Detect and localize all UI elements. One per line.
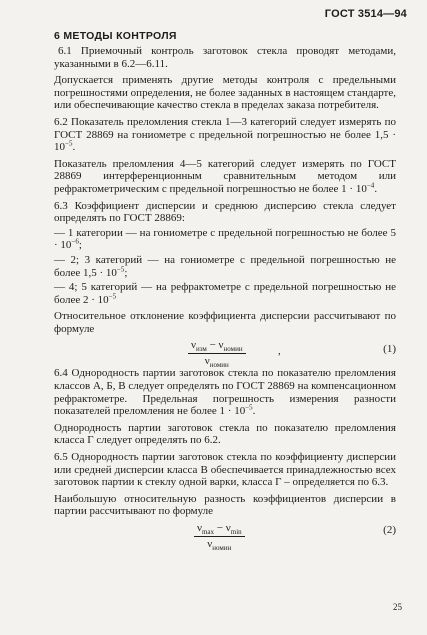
paragraph-6-5: 6.5 Однородность партии заготовок стекла по коэффициенту дисперсии или средней дисперсии класса В обеспечивается принадлежностью всех заготовок партии к стеклу одной варки, класса Г – определяется по 6.3. (54, 451, 396, 489)
list-item-category-4-5: — 4; 5 категорий — на рефрактометре с предельной погрешностью не более $2 \cdot 10^{-5}$ (54, 281, 396, 306)
formula-2-numerator: $\nu_{max} - \nu_{min}$ (194, 522, 245, 537)
section-title: 6 МЕТОДЫ КОНТРОЛЯ (54, 30, 177, 42)
formula-2-denominator: $\nu_{номин}$ (207, 537, 232, 552)
formula-1-numerator: $\nu_{изм} - \nu_{номин}$ (188, 339, 246, 354)
formula-1 (54, 335, 396, 370)
paragraph-6-2: 6.2 Показатель преломления стекла 1—3 категорий следует измерять по ГОСТ 28869 на гониометре с предельной погрешностью не более $1,5 \cdot 10^{-5}$. (54, 115, 396, 154)
page-number: 25 (393, 602, 402, 612)
paragraph-6-1-note: Допускается применять другие методы контроля с предельными погрешностями определения, не более заданных в настоящем стандарте, или обеспечивающие качество стекла в пределах заказа потребителя. (54, 74, 396, 112)
formula-1-denominator: $\nu_{номин}$ (204, 355, 229, 370)
document-body (54, 45, 396, 552)
formula-1-number: (1) (383, 343, 396, 356)
paragraph-6-5-formula-intro: Наибольшую относительную разность коэффициентов дисперсии в партии рассчитывают по формуле (54, 492, 396, 518)
paragraph-6-3: 6.3 Коэффициент дисперсии и среднюю дисперсию стекла следует определять по ГОСТ 28869: (54, 199, 396, 225)
paragraph-6-3-formula-intro: Относительное отклонение коэффициента дисперсии рассчитывают по формуле (54, 310, 396, 335)
formula-1-comma: , (278, 345, 281, 358)
paragraph-6-2-second: Показатель преломления 4—5 категорий следует измерять по ГОСТ 28869 интерференционным сравнительным методом или рефрактометрическим с предельной погрешностью не более $1 \cdot 10^{-4}$. (54, 157, 396, 195)
paragraph-6-1: 6.1 Приемочный контроль заготовок стекла проводят методами, указанными в 6.2—6.11. (54, 45, 396, 70)
formula-2-fraction (194, 522, 245, 550)
list-item-category-2-3: — 2; 3 категорий — на гониометре с предельной погрешностью не более $1,5 \cdot 10^{-5}$; (54, 253, 396, 279)
formula-2-number: (2) (383, 524, 396, 536)
formula-1-fraction (188, 339, 246, 370)
paragraph-6-4: 6.4 Однородность партии заготовок стекла по показателю преломления классов А, Б, В следует определять по ГОСТ 28869 на компенсационном рефрактометре. Предельная погрешность измерения разности показателей преломления не более $1 \cdot 10^{-5}$. (54, 367, 396, 418)
list-item-category-1: — 1 категории — на гониометре с предельной погрешностью не более $5 \cdot 10^{-6}$; (54, 226, 396, 252)
formula-2 (54, 518, 396, 552)
paragraph-6-4-second: Однородность партии заготовок стекла по показателю преломления класса Г следует определять по 6.2. (54, 421, 396, 447)
standard-header: ГОСТ 3514—94 (324, 8, 407, 20)
